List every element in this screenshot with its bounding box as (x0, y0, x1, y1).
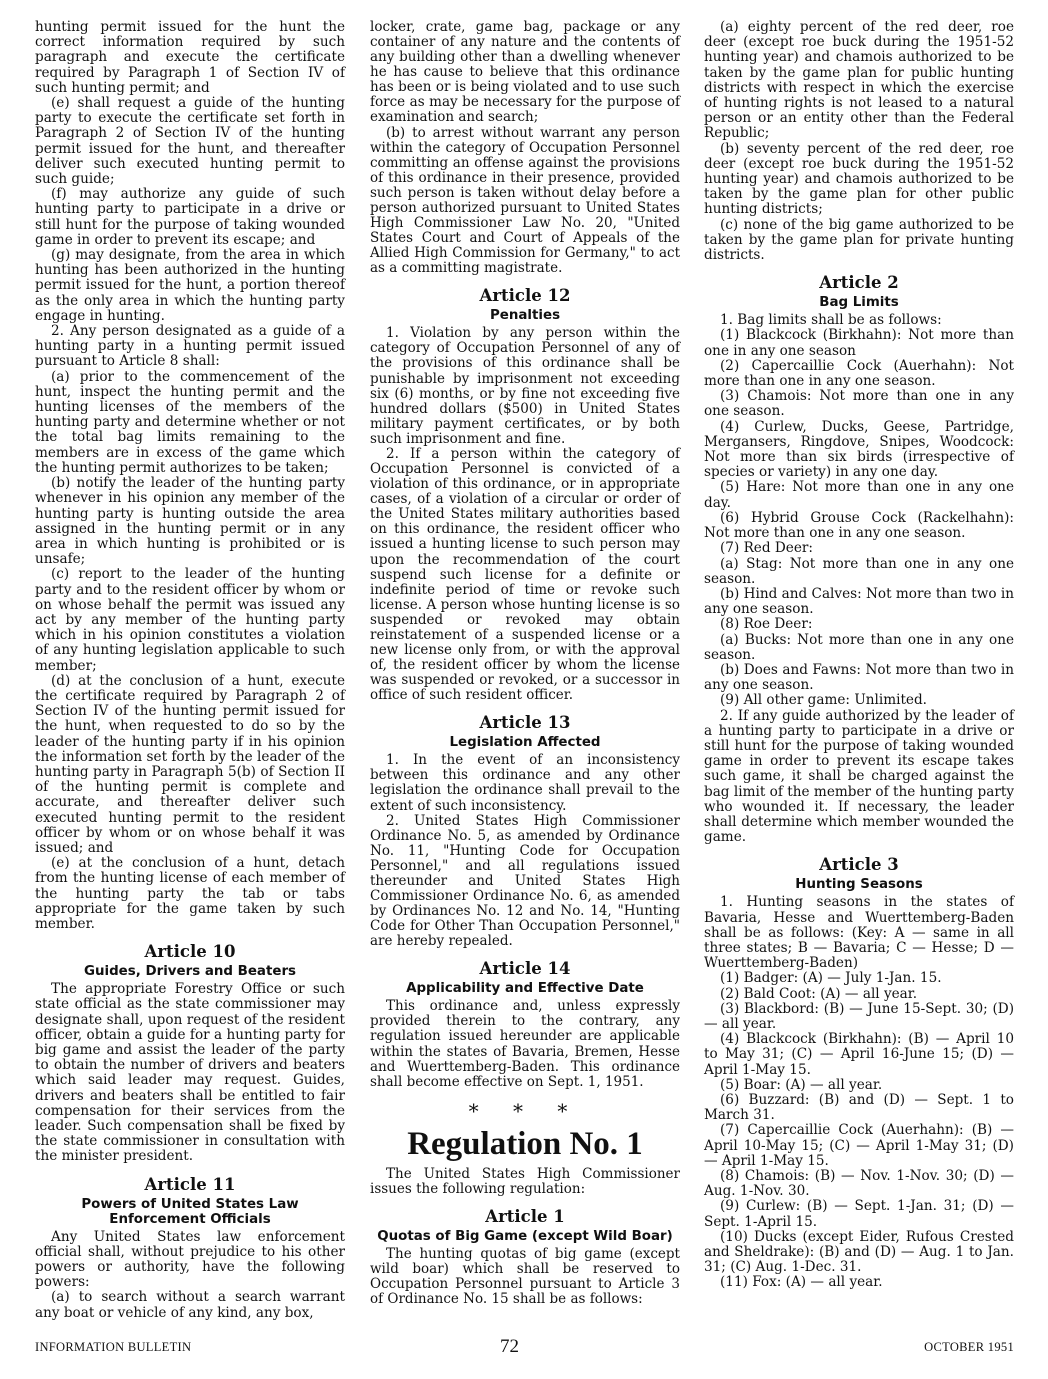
paragraph: (f) may authorize any guide of such hunting party to participate in a drive or still hunt for the purpose of taking wounded game in order to prevent its escape; and (35, 186, 345, 248)
paragraph: (9) All other game: Unlimited. (720, 692, 927, 709)
paragraph: (4) Curlew, Ducks, Geese, Partridge, Mergansers, Ringdove, Snipes, Woodcock: Not more than six birds (irrespective of species or variety) in any one day. (704, 418, 1014, 481)
paragraph: (b) notify the leader of the hunting party whenever in his opinion any member of the hunting party is hunting outside the area assigned in the hunting permit or in any area in which hunting is prohibited or is unsafe; (35, 475, 345, 568)
paragraph: 1. Bag limits shall be as follows: (720, 312, 942, 329)
paragraph: (6) Buzzard: (B) and (D) — Sept. 1 to March 31. (704, 1092, 1014, 1124)
article-subheading: Penalties (489, 308, 561, 324)
page-footer (35, 1338, 1014, 1360)
article-heading: Article 12 (479, 286, 571, 306)
paragraph: (7) Capercaillie Cock (Auerhahn): (B) — April 10-May 15; (C) — April 1-May 31; (D) — April 1-May 15. (704, 1122, 1014, 1169)
section-separator: * * * (468, 1098, 582, 1123)
paragraph: Any United States law enforcement official shall, without prejudice to his other powers or authority, have the following powers: (35, 1228, 345, 1291)
paragraph: (a) Bucks: Not more than one in any one season. (704, 631, 1014, 663)
text-column-1 (35, 20, 345, 1321)
paragraph: (3) Chamois: Not more than one in any one season. (704, 388, 1014, 420)
article-heading: Article 11 (144, 1174, 236, 1194)
paragraph: (8) Chamois: (B) — Nov. 1-Nov. 30; (D) — Aug. 1-Nov. 30. (704, 1168, 1014, 1200)
text-column-2 (370, 20, 680, 1307)
paragraph: (a) Stag: Not more than one in any one season. (704, 555, 1014, 587)
article-subheading: Guides, Drivers and Beaters (83, 964, 297, 980)
article-subheading: Quotas of Big Game (except Wild Boar) (377, 1229, 673, 1244)
article-heading: Article 2 (819, 273, 899, 293)
paragraph: (1) Blackcock (Birkhahn): Not more than one in any one season (704, 327, 1014, 359)
paragraph: The appropriate Forestry Office or such state official as the state commissioner may designate shall, upon request of the resident officer, obtain a guide for a hunting party for big game and assist the leader of the party to obtain the number of drivers and beaters which said leader may request. Guides, drivers and beaters shall be entitled to fair compensation for their services from the leader. Such compensation shall be fixed by the state commissioner in consultation with the minister president. (35, 981, 345, 1165)
paragraph: (4) Blackcock (Birkhahn): (B) — April 10 to May 31; (C) — April 16-June 15; (D) — April 1-May 15. (704, 1031, 1014, 1078)
article-subheading: Legislation Affected (449, 735, 601, 751)
article-subheading: Powers of United States Law Enforcement Officials (81, 1196, 299, 1227)
paragraph: 1. Hunting seasons in the states of Bavaria, Hesse and Wuerttemberg-Baden shall be as follows: (Key: A — same in all three states; B — Bavaria; C — Hesse; D — Wuerttemberg-Baden) (704, 894, 1014, 972)
paragraph: 1. Violation by any person within the category of Occupation Personnel of any of the provisions of this ordinance shall be punishable by imprisonment not exceeding six (6) months, or by fine not exceeding five hundred dollars ($500) in United States military payment certificates, or by both such imprisonment and fine. (370, 325, 680, 447)
paragraph: 2. If a person within the category of Occupation Personnel is convicted of a violation of this ordinance, or in appropriate cases, of a violation of a circular or order of the United States military authorities based on this ordinance, the resident officer who issued a hunting license to such person may upon the recommendation of the court suspend such license for a definite or indefinite period of time or revoke such license. A person whose hunting license is so suspended or revoked may obtain reinstatement of a suspended license or a new license only from, or with the approval of, the resident officer by whom the license was suspended or revoked, or a successor in office of such resident officer. (370, 445, 680, 704)
article-heading: Article 10 (144, 942, 236, 962)
paragraph: 2. United States High Commissioner Ordinance No. 5, as amended by Ordinance No. 11, "Hunting Code for Occupation Personnel," and all regulations issued thereunder and United States High Commissioner Ordinance No. 6, as amended by Ordinances No. 12 and No. 14, "Hunting Code for Other Than Occupation Personnel," are hereby repealed. (370, 812, 680, 950)
paragraph: 2. If any guide authorized by the leader of a hunting party to participate in a drive or still hunt for the purpose of taking wounded game in order to prevent its escape takes such game, it shall be charged against the bag limit of the member of the hunting party who wounded it. If necessary, the leader shall determine which member wounded the game. (704, 707, 1014, 846)
paragraph: (7) Red Deer: (720, 540, 813, 557)
paragraph: (e) at the conclusion of a hunt, detach from the hunting license of each member of the hunting party the tab or tabs appropriate for the game taken by such member. (35, 855, 345, 932)
paragraph: (b) to arrest without warrant any person within the category of Occupation Personnel committing an offense against the provisions of this ordinance in their presence, provided such person is taken without delay before a person authorized pursuant to United States High Commissioner Law No. 20, "United States Court and Court of Appeals of the Allied High Commission for Germany," to act as a committing magistrate. (370, 124, 680, 277)
paragraph: (2) Bald Coot: (A) — all year. (720, 985, 918, 1002)
paragraph: (2) Capercaillie Cock (Auerhahn): Not more than one in any one season. (704, 357, 1014, 390)
article-subheading: Bag Limits (819, 295, 899, 311)
paragraph: (10) Ducks (except Eider, Rufous Crested and Sheldrake): (B) and (D) — Aug. 1 to Jan. 31; (C) Aug. 1-Dec. 31. (704, 1228, 1014, 1276)
paragraph: (b) Does and Fawns: Not more than two in any one season. (704, 661, 1014, 694)
paragraph: (d) at the conclusion of a hunt, execute the certificate required by Paragraph 2 of Section IV of the hunting permit issued for the hunt, when requested to do so by the leader of the hunting party if in his opinion the information set forth by the leader of the hunting party in Paragraph 5(b) of Section II of the hunting permit is complete and accurate, and thereafter deliver such executed hunting permit to the resident officer by whom or on whose behalf it was issued; and (35, 672, 345, 856)
paragraph: (a) to search without a search warrant any boat or vehicle of any kind, any box, (35, 1289, 345, 1321)
paragraph: (c) report to the leader of the hunting party and to the resident officer by whom or on whose behalf the permit was issued any act by any member of the hunting party which in his opinion constitutes a violation of any hunting legislation applicable to such member; (35, 566, 345, 674)
paragraph: hunting permit issued for the hunt the correct information required by such paragraph and execute the certificate required by Paragraph 1 of Section IV of such hunting permit; and (35, 19, 345, 96)
paragraph: (3) Blackbord: (B) — June 15-Sept. 30; (D) — all year. (704, 1000, 1014, 1032)
paragraph: This ordinance and, unless expressly provided therein to the contrary, any regulation issued hereunder are applicable within the states of Bavaria, Bremen, Hesse and Wuerttemberg-Baden. This ordinance shall become effective on Sept. 1, 1951. (370, 998, 680, 1090)
paragraph: 2. Any person designated as a guide of a hunting party in a hunting permit issued pursuant to Article 8 shall: (35, 323, 345, 370)
text-column-3 (704, 20, 1014, 1291)
paragraph: (1) Badger: (A) — July 1-Jan. 15. (720, 970, 942, 987)
paragraph: (11) Fox: (A) — all year. (720, 1274, 883, 1291)
publication-name: INFORMATION BULLETIN (35, 1340, 192, 1354)
paragraph: (b) seventy percent of the red deer, roe deer (except roe buck during the 1951-52 hunting year) and chamois authorized to be taken by the game plan for other public hunting districts; (704, 140, 1014, 218)
paragraph: locker, crate, game bag, package or any container of any nature and the contents of any building other than a dwelling whenever he has cause to believe that this ordinance has been or is being violated and to use such force as may be necessary for the purpose of examination and search; (370, 19, 680, 126)
paragraph: (b) Hind and Calves: Not more than two in any one season. (704, 585, 1014, 618)
article-subheading: Applicability and Effective Date (406, 981, 644, 997)
paragraph: 1. In the event of an inconsistency between this ordinance and any other legislation the ordinance shall prevail to the extent of such inconsistency. (370, 752, 680, 814)
issue-date: OCTOBER 1951 (924, 1340, 1014, 1354)
paragraph: (e) shall request a guide of the hunting party to execute the certificate set forth in Paragraph 2 of Section IV of the hunting permit issued for the hunt, and thereafter deliver such executed hunting permit to such guide; (35, 95, 345, 188)
paragraph: (9) Curlew: (B) — Sept. 1-Jan. 31; (D) — Sept. 1-April 15. (704, 1198, 1014, 1230)
paragraph: (a) eighty percent of the red deer, roe deer (except roe buck during the 1951-52 hunting year) and chamois authorized to be taken by the game plan for public hunting districts with respect in which the exercise of hunting rights is not leased to a natural person or an entity other than the Federal Republic; (704, 19, 1014, 142)
article-heading: Article 13 (479, 713, 571, 733)
paragraph: (g) may designate, from the area in which hunting has been authorized in the hunting permit issued for the hunt, a portion thereof as the only area in which the hunting party engage in hunting. (35, 247, 345, 324)
article-heading: Article 14 (479, 959, 571, 979)
paragraph: (6) Hybrid Grouse Cock (Rackelhahn): Not more than one in any one season. (704, 509, 1014, 542)
paragraph: (5) Boar: (A) — all year. (720, 1076, 883, 1093)
article-heading: Article 1 (485, 1207, 565, 1226)
paragraph: (5) Hare: Not more than one in any one day. (704, 479, 1014, 511)
paragraph: The United States High Commissioner issues the following regulation: (370, 1165, 680, 1197)
paragraph: The hunting quotas of big game (except wild boar) which shall be reserved to Occupation Personnel pursuant to Article 3 of Ordinance No. 15 shall be as follows: (370, 1246, 680, 1308)
article-heading: Article 3 (819, 855, 899, 875)
paragraph: (c) none of the big game authorized to be taken by the game plan for private hunting districts. (704, 216, 1014, 264)
page-number: 72 (500, 1336, 519, 1357)
regulation-title: Regulation No. 1 (407, 1125, 643, 1162)
paragraph: (8) Roe Deer: (720, 616, 813, 633)
paragraph: (a) prior to the commencement of the hunt, inspect the hunting permit and the hunting licenses of the members of the hunting party and determine whether or not the total bag limits remaining to the members are in excess of the game which the hunting permit authorizes to be taken; (35, 368, 345, 476)
article-subheading: Hunting Seasons (795, 877, 923, 893)
